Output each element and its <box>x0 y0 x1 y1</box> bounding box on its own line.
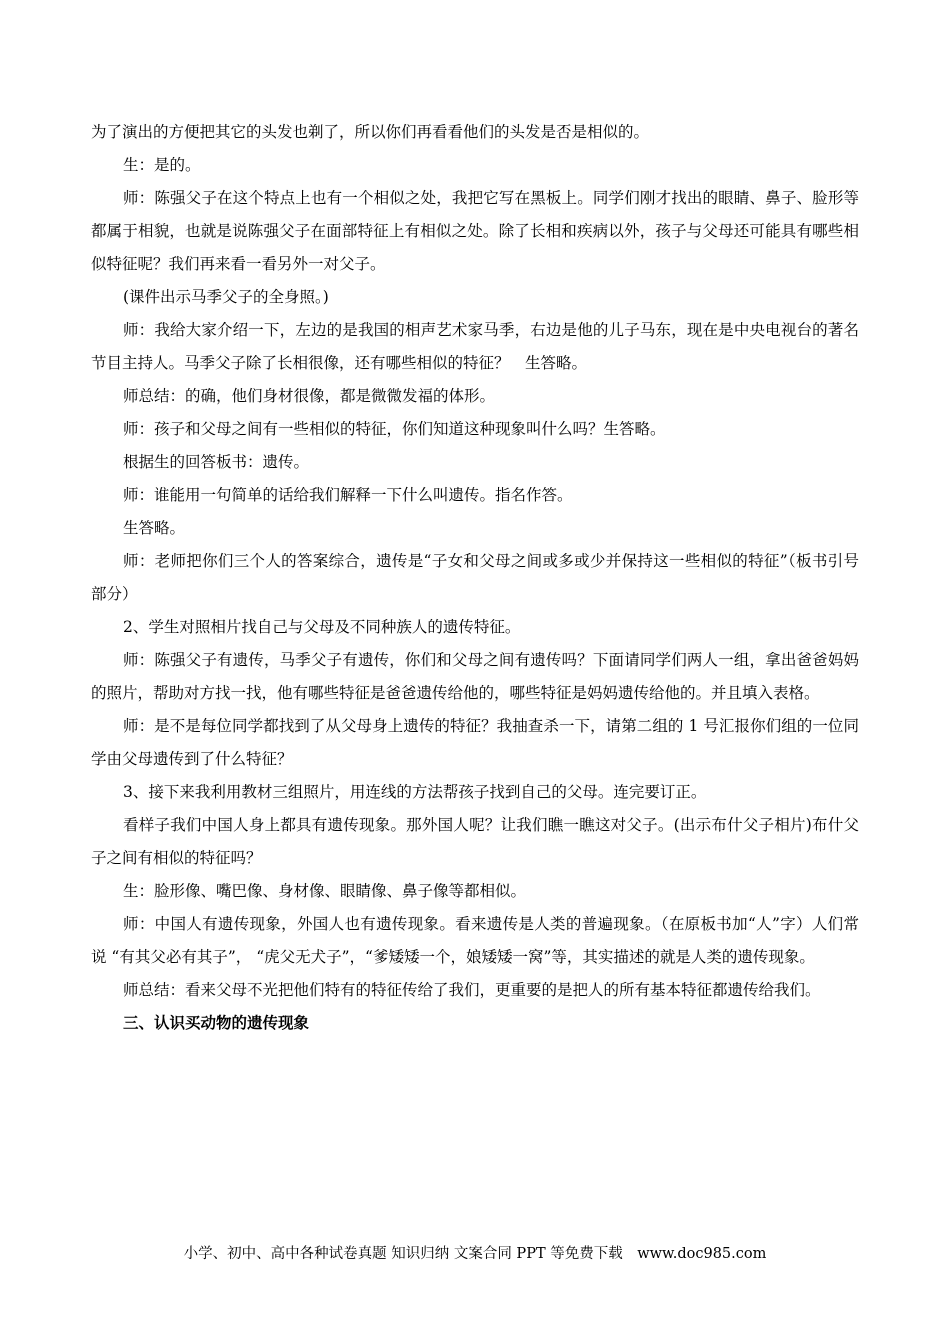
paragraph: 生答略。 <box>123 519 186 537</box>
paragraph: 师：中国人有遗传现象，外国人也有遗传现象。看来遗传是人类的普遍现象。（在原板书加“人”字）人们常说 “有其父必有其子”， “虎父无犬子”，“爹矮矮一个，娘矮矮一窝”等，其实描述的就是人类的遗传现象。 <box>91 915 859 966</box>
paragraph: 师总结：的确，他们身材很像，都是微微发福的体形。 <box>123 387 496 405</box>
page-footer: 小学、初中、高中各种试卷真题 知识归纳 文案合同 PPT 等免费下载 www.doc985.com <box>183 1246 767 1262</box>
paragraph: 生：脸形像、嘴巴像、身材像、眼睛像、鼻子像等都相似。 <box>123 882 527 900</box>
paragraph: 师：老师把你们三个人的答案综合，遗传是“子女和父母之间或多或少并保持这一些相似的特征”（板书引号部分） <box>91 552 859 603</box>
paragraph: 师：我给大家介绍一下，左边的是我国的相声艺术家马季，右边是他的儿子马东，现在是中央电视台的著名节目主持人。马季父子除了长相很像，还有哪些相似的特征？ 生答略。 <box>91 321 859 372</box>
paragraph: 根据生的回答板书：遗传。 <box>123 453 310 471</box>
paragraph: 生：是的。 <box>123 156 201 174</box>
paragraph: (课件出示马季父子的全身照。) <box>123 288 329 306</box>
paragraph: 师总结：看来父母不光把他们特有的特征传给了我们，更重要的是把人的所有基本特征都遗传给我们。 <box>123 981 821 999</box>
paragraph: 看样子我们中国人身上都具有遗传现象。那外国人呢？让我们瞧一瞧这对父子。(出示布什父子相片)布什父子之间有相似的特征吗？ <box>91 816 859 867</box>
paragraph: 师：陈强父子有遗传，马季父子有遗传，你们和父母之间有遗传吗？下面请同学们两人一组，拿出爸爸妈妈的照片，帮助对方找一找，他有哪些特征是爸爸遗传给他的，哪些特征是妈妈遗传给他的。并且填入表格。 <box>91 651 859 702</box>
paragraph: 师：陈强父子在这个特点上也有一个相似之处，我把它写在黑板上。同学们刚才找出的眼睛、鼻子、脸形等都属于相貌，也就是说陈强父子在面部特征上有相似之处。除了长相和疾病以外，孩子与父母还可能具有哪些相似特征呢？我们再来看一看另外一对父子。 <box>91 189 859 273</box>
document-body <box>91 116 859 1040</box>
paragraph: 2、学生对照相片找自己与父母及不同种族人的遗传特征。 <box>123 618 521 636</box>
section-heading: 三、认识买动物的遗传现象 <box>123 1014 310 1032</box>
paragraph-continuation: 为了演出的方便把其它的头发也剃了，所以你们再看看他们的头发是否是相似的。 <box>91 123 650 141</box>
paragraph: 3、接下来我利用教材三组照片，用连线的方法帮孩子找到自己的父母。连完要订正。 <box>123 783 707 801</box>
paragraph: 师：是不是每位同学都找到了从父母身上遗传的特征？我抽查杀一下，请第二组的 1 号汇报你们组的一位同学由父母遗传到了什么特征？ <box>91 717 859 768</box>
paragraph: 师：孩子和父母之间有一些相似的特征，你们知道这种现象叫什么吗？生答略。 <box>123 420 666 438</box>
paragraph: 师：谁能用一句简单的话给我们解释一下什么叫遗传。指名作答。 <box>123 486 573 504</box>
